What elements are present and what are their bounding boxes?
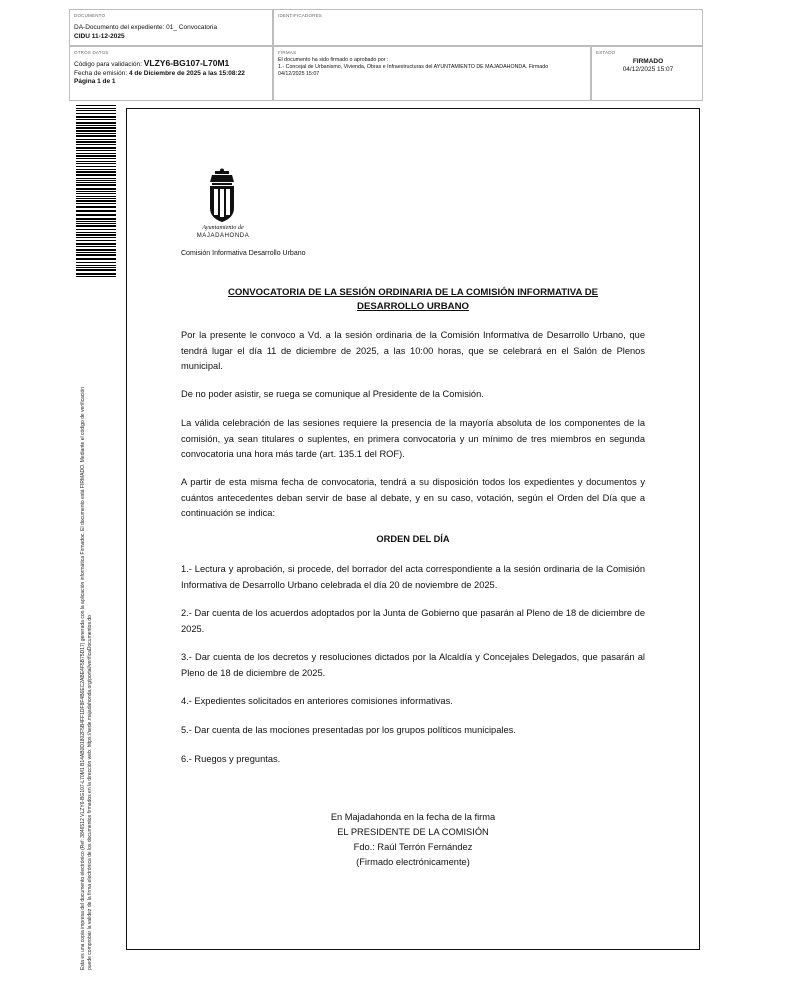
vertical-verification-text — [80, 280, 114, 970]
orden-del-dia-title: ORDEN DEL DÍA — [376, 534, 450, 544]
header-estado-box — [591, 46, 703, 101]
header-firmas-box — [273, 46, 591, 101]
paragraph-3: La válida celebración de las sesiones requiere la presencia de la mayoría absoluta de los componentes de la comisión, ya sean titulares o suplentes, en primera convocatoria y un mínimo de tres miembros en segunda convocatoria una hora más tarde (art. 135.1 del ROF). — [181, 418, 645, 459]
firmas-line1: El documento ha sido firmado o aprobado por : — [278, 57, 389, 63]
firmas-line3: 04/12/2025 15:07 — [278, 71, 320, 77]
header-otros-box — [69, 46, 273, 101]
barcode — [76, 105, 116, 277]
signature-line4: (Firmado electrónicamente) — [356, 857, 470, 867]
orden-item: 5.- Dar cuenta de las mociones presentadas por los grupos políticos municipales. — [181, 725, 516, 735]
signature-line3: Fdo.: Raúl Terrón Fernández — [353, 842, 473, 852]
codigo-prefix: Código para validación: — [74, 61, 142, 68]
vertical-line1: Esta es una copia impresa del documento electrónico (Ref: 3846512 VLZY6-BG107-L70M1 B14AB0D1802F5B4FF1DF8F4B6EC2ABE4F5B75D17) generada con la aplicación informática Firmadoc. El documento está FIRMADO. Mediante el código de verificación — [80, 386, 86, 970]
paragraph-4: A partir de esta misma fecha de convocatoria, tendrá a su disposición todos los expedientes y documentos y cuántos antecedentes deban servir de base al debate, y en su caso, votación, según el Orden del Día que a continuación se indica: — [181, 477, 645, 518]
estado-date: 04/12/2025 15:07 — [622, 66, 674, 73]
logo-line2: MAJADAHONDA — [196, 233, 250, 239]
signature-block — [181, 810, 645, 870]
orden-item: 6.- Ruegos y preguntas. — [181, 754, 281, 764]
codigo-validacion — [74, 59, 229, 69]
orden-item: 1.- Lectura y aprobación, si procede, del borrador del acta correspondiente a la sesión ordinaria de la Comisión Informativa de Desarrollo Urbano celebrada el día 20 de noviembre de 2025. — [181, 564, 645, 590]
title-line1: CONVOCATORIA DE LA SESIÓN ORDINARIA DE LA COMISIÓN INFORMATIVA DE — [227, 287, 599, 298]
codigo-value: VLZY6-BG107-L70M1 — [143, 58, 230, 68]
orden-item: 3.- Dar cuenta de los decretos y resoluciones dictados por la Alcaldía y Concejales Delegados, que pasarán al Pleno de 18 de diciembre de 2025. — [181, 652, 645, 678]
title-line2: DESARROLLO URBANO — [357, 301, 469, 312]
fecha-prefix: Fecha de emisión: — [74, 70, 128, 77]
firmas-line2: 1.- Concejal de Urbanismo, Vivienda, Obras e Infraestructuras del AYUNTAMIENTO DE MAJADAHONDA. Firmado — [278, 64, 549, 70]
orden-item: 4.- Expedientes solicitados en anteriores comisiones informativas. — [181, 696, 453, 706]
identificadores-label: IDENTIFICADORES — [278, 13, 323, 18]
header-identificadores-box — [273, 9, 703, 46]
majadahonda-logo — [190, 168, 256, 240]
fecha-value: 4 de Diciembre de 2025 a las 15:08:22 — [128, 70, 245, 77]
vertical-line2: puede comprobar la validez de la firma electrónica de los documentos firmados en la dirección web: https://sede.majadahonda.org/portal/verificaDocumentos.do — [87, 615, 93, 970]
comision-label: Comisión Informativa Desarrollo Urbano — [181, 250, 306, 257]
document-title — [181, 286, 645, 314]
estado-value: FIRMADO — [632, 58, 664, 65]
pagina: Página 1 de 1 — [74, 78, 116, 85]
paragraph-2: De no poder asistir, se ruega se comunique al Presidente de la Comisión. — [181, 389, 484, 399]
paragraph-1: Por la presente le convoco a Vd. a la sesión ordinaria de la Comisión Informativa de Desarrollo Urbano, que tendrá lugar el día 11 de diciembre de 2025, a las 10:00 horas, que se celebrará en el Salón de Plenos municipal. — [181, 330, 645, 371]
fecha-emision — [74, 70, 245, 78]
signature-line1: En Majadahonda en la fecha de la firma — [330, 812, 496, 822]
documento-line1: DA-Documento del expediente: 01_ Convocatoria — [74, 24, 218, 31]
logo-line1: Ayuntamiento de — [202, 224, 244, 231]
documento-line2: CIDU 11-12-2025 — [74, 33, 125, 40]
documento-label: DOCUMENTO — [74, 13, 106, 18]
otros-label: OTROS DATOS — [74, 50, 109, 55]
estado-label: ESTADO — [596, 50, 616, 55]
orden-item: 2.- Dar cuenta de los acuerdos adoptados por la Junta de Gobierno que pasarán al Pleno de 18 de diciembre de 2025. — [181, 608, 645, 634]
signature-line2: EL PRESIDENTE DE LA COMISIÓN — [337, 827, 489, 837]
header-documento-box — [69, 9, 273, 46]
firmas-label: FIRMAS — [278, 50, 297, 55]
